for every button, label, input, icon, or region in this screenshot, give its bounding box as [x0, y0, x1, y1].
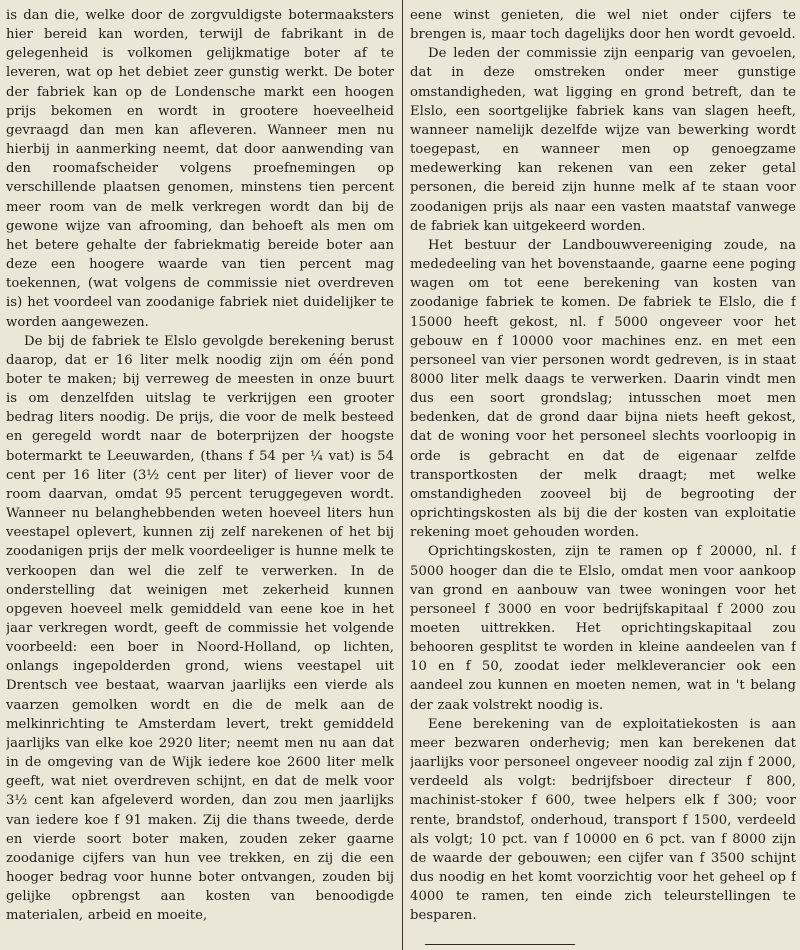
- paragraph: is dan die, welke door de zorgvuldigste botermaaksters hier bereid kan worden, terwijl de fabrikant in de gelegenheid is volkomen gelijkmatige boter af te leveren, wat op het debiet zeer gunstig werkt. De boter der fabriek kan op de Londensche markt een hoogen prijs bekomen en wordt in grootere hoeveelheid gevraagd dan men kan afleveren. Wanneer men nu hierbij in aanmerking neemt, dat door aanwending van den roomafscheider volgens proefnemingen op verschillende plaatsen genomen, minstens tien percent meer room van de melk verkregen wordt dan bij de gewone wijze van afrooming, dan behoeft als men om het betere gehalte der fabriekmatig bereide boter aan deze een hoogere waarde van tien percent mag toekennen, (wat volgens de commissie niet overdreven is) het voordeel van zoodanige fabriek niet duidelijker te worden aangewezen.: [6, 8, 394, 330]
- paragraph: Oprichtingskosten, zijn te ramen op f 20000, nl. f 5000 hooger dan die te Elslo, omdat men voor aankoop van grond en aanbouw van twee woningen voor het personeel f 3000 en voor bedrijfskapitaal f 2000 zou moeten uittrekken. Het oprichtingskapitaal zou behooren gesplitst te worden in kleine aandeelen van f 10 en f 50, zoodat ieder melkleverancier ook een aandeel zou kunnen en moeten nemen, wat in 't belang der zaak volstrekt noodig is.: [410, 544, 796, 713]
- paragraph: De bij de fabriek te Elslo gevolgde berekening berust daarop, dat er 16 liter melk noodig zijn om één pond boter te maken; bij verreweg de meesten in onze buurt is om denzelfden uitslag te verkrijgen een grooter bedrag liters noodig. De prijs, die voor de melk besteed en geregeld wordt naar de boterprijzen der hoogste botermarkt te Leeuwarden, (thans f 54 per ¼ vat) is 54 cent per 16 liter (3½ cent per liter) of liever voor de room daarvan, omdat 95 percent teruggegeven wordt. Wanneer nu belanghebbenden weten hoeveel liters hun veestapel oplevert, kunnen zij zelf narekenen of het bij zoodanigen prijs der melk voordeeliger is hunne melk te verkoopen dan wel die zelf te verwerken. In de onderstelling dat weinigen met zekerheid kunnen opgeven hoeveel melk gemiddeld van eene koe in het jaar verkregen wordt, geeft de commissie het volgende voorbeeld: een boer in Noord-Holland, op lichten, onlangs ingepolderden grond, wiens veestapel uit Drentsch vee bestaat, waarvan jaarlijks een vierde als vaarzen gemolken wordt en die de melk aan de melkinrichting te Amsterdam levert, trekt gemiddeld jaarlijks van elke koe 2920 liter; neemt men nu aan dat in de omgeving van de Wijk iedere koe 2600 liter melk geeft, wat niet overdreven schijnt, en dat de melk voor 3½ cent kan afgeleverd worden, dan zou men jaarlijks van iedere koe f 91 maken. Zij die thans tweede, derde en vierde soort boter maken, zouden zeker gaarne zoodanige cijfers van hun vee trekken, en zij die een hooger bedrag voor hunne boter ontvangen, zouden bij gelijke opbrengst aan kosten van benoodigde materialen, arbeid en moeite,: [6, 333, 394, 924]
- paragraph: eene winst genieten, die wel niet onder cijfers te brengen is, maar toch dagelijks door hen wordt gevoeld.: [410, 8, 796, 43]
- column-divider: [402, 0, 403, 950]
- article-end-rule: [425, 944, 575, 945]
- paragraph: Het bestuur der Landbouwvereeniging zoude, na mededeeling van het bovenstaande, gaarne eene poging wagen om tot eene berekening van kosten van zoodanige fabriek te komen. De fabriek te Elslo, die f 15000 heeft gekost, nl. f 5000 ongeveer voor het gebouw en f 10000 voor machines enz. en met een personeel van vier personen wordt gedreven, is in staat 8000 liter melk daags te verwerken. Daarin vindt men dus een soort grondslag; intusschen moet men bedenken, dat de grond daar bijna niets heeft gekost, dat de woning voor het personeel slechts voorloopig in orde is gebracht en dat de eigenaar zelfde transportkosten der melk draagt; met welke omstandigheden zooveel bij de begrooting der oprichtingskosten als bij die der kosten van exploitatie rekening moet gehouden worden.: [410, 237, 796, 541]
- right-column: [410, 6, 796, 946]
- left-column: [6, 6, 394, 946]
- paragraph: De leden der commissie zijn eenparig van gevoelen, dat in deze omstreken onder meer gunstige omstandigheden, wat ligging en grond betreft, dan te Elslo, een soortgelijke fabriek kans van slagen heeft, wanneer namelijk dezelfde wijze van bewerking wordt toegepast, en wanneer men op genoegzame medewerking kan rekenen van een zeker getal personen, die bereid zijn hunne melk af te staan voor zoodanigen prijs als naar een vasten maatstaf vanwege de fabriek kan uitgekeerd worden.: [410, 46, 796, 234]
- paragraph: Eene berekening van de exploitatiekosten is aan meer bezwaren onderhevig; men kan berekenen dat jaarlijks voor personeel ongeveer noodig zal zijn f 2000, verdeeld als volgt: bedrijfsboer directeur f 800, machinist-stoker f 600, twee helpers elk f 300; voor rente, brandstof, onderhoud, transport f 1500, verdeeld als volgt; 10 pct. van f 10000 en 6 pct. van f 8000 zijn de waarde der gebouwen; een cijfer van f 3500 schijnt dus noodig en het komt voorzichtig voor het geheel op f 4000 te ramen, ten einde zich teleurstellingen te besparen.: [410, 716, 796, 924]
